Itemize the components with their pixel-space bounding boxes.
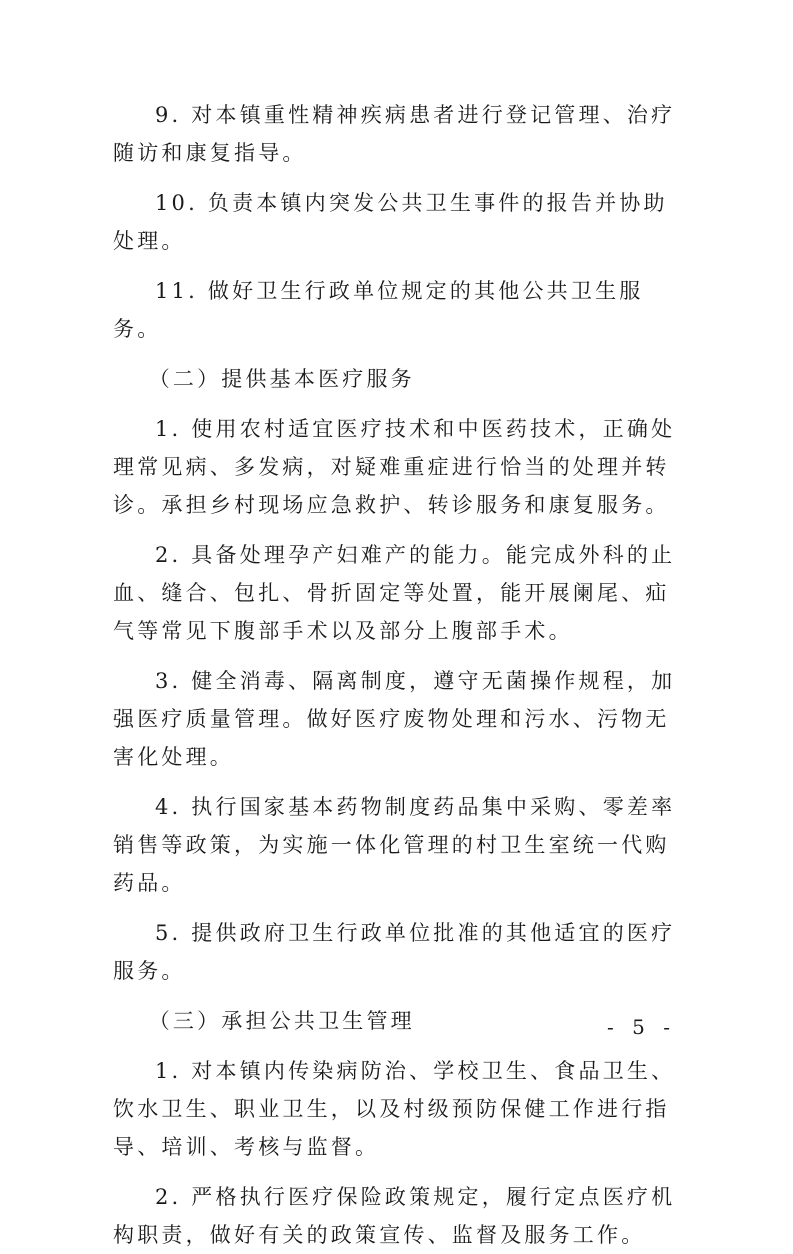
- paragraph-public-health-1: 1. 对本镇内传染病防治、学校卫生、食品卫生、饮水卫生、职业卫生，以及村级预防保健工作进行指导、培训、考核与监督。: [113, 1059, 676, 1159]
- paragraph-item-11: 11. 做好卫生行政单位规定的其他公共卫生服务。: [113, 279, 644, 341]
- paragraph-public-health-2: 2. 严格执行医疗保险政策规定，履行定点医疗机构职责，做好有关的政策宣传、监督及服务工作。: [113, 1185, 676, 1247]
- section-heading-2: （二）提供基本医疗服务: [148, 367, 415, 391]
- paragraph-medical-2: 2. 具备处理孕产妇难产的能力。能完成外科的止血、缝合、包扎、骨折固定等处置，能开展阑尾、疝气等常见下腹部手术以及部分上腹部手术。: [113, 543, 676, 643]
- paragraph-medical-4: 4. 执行国家基本药物制度药品集中采购、零差率销售等政策，为实施一体化管理的村卫生室统一代购药品。: [113, 795, 676, 895]
- paragraph-item-10: 10. 负责本镇内突发公共卫生事件的报告并协助处理。: [113, 191, 668, 253]
- paragraph-medical-5: 5. 提供政府卫生行政单位批准的其他适宜的医疗服务。: [113, 921, 676, 983]
- paragraph-medical-3: 3. 健全消毒、隔离制度，遵守无菌操作规程，加强医疗质量管理。做好医疗废物处理和污水、污物无害化处理。: [113, 669, 676, 769]
- body-text: [113, 96, 688, 1254]
- paragraph-item-9: 9. 对本镇重性精神疾病患者进行登记管理、治疗随访和康复指导。: [113, 103, 676, 165]
- page-number: - 5 -: [607, 1015, 676, 1039]
- section-heading-3: （三）承担公共卫生管理: [148, 1009, 415, 1033]
- paragraph-medical-1: 1. 使用农村适宜医疗技术和中医药技术，正确处理常见病、多发病，对疑难重症进行恰当的处理并转诊。承担乡村现场应急救护、转诊服务和康复服务。: [113, 417, 676, 517]
